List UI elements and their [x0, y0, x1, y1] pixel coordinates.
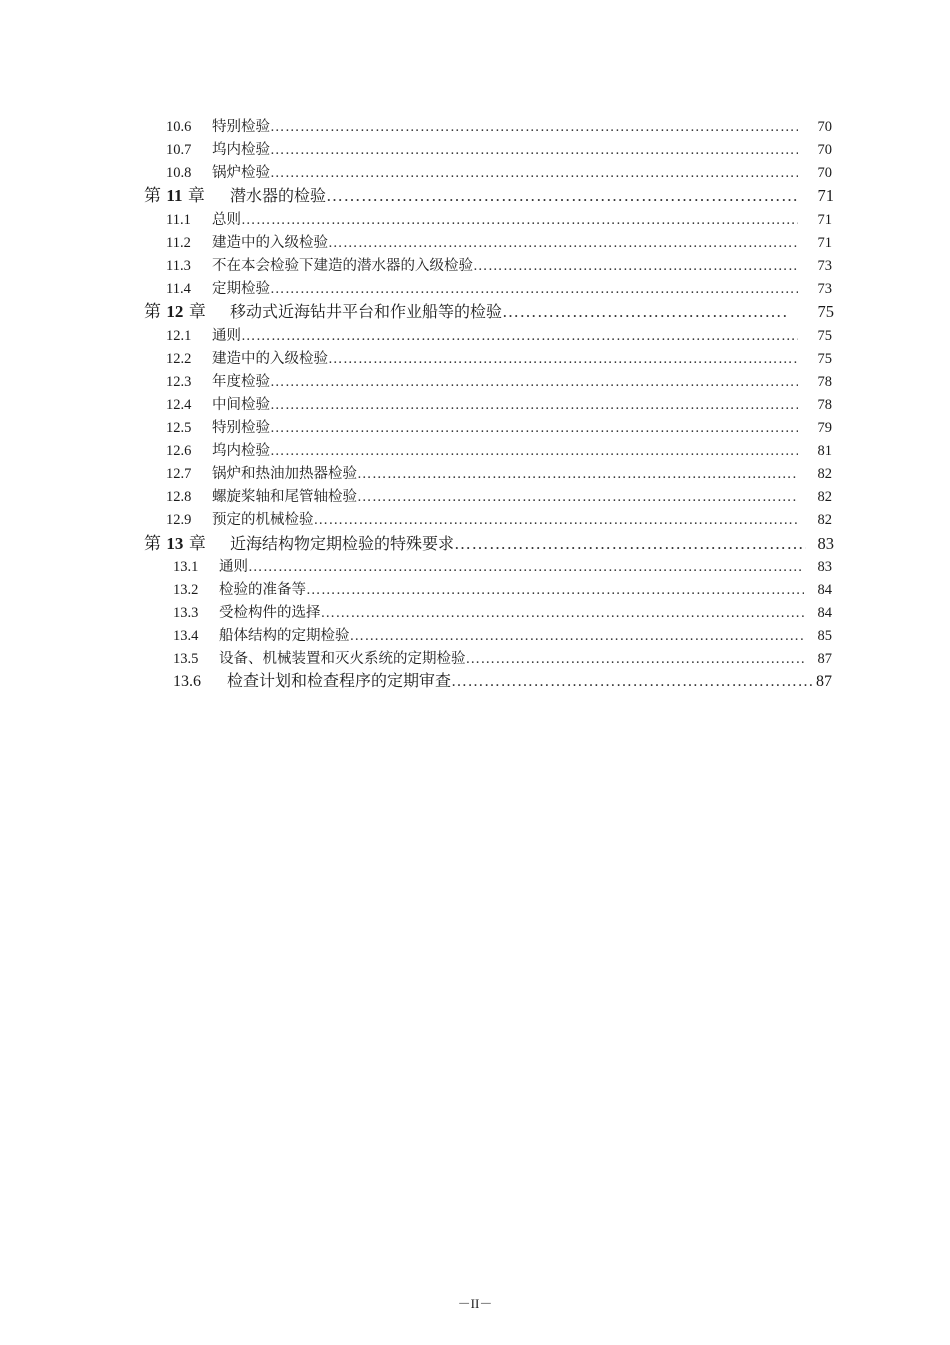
page-number: 84	[817, 605, 832, 621]
toc-chapter-entry[interactable]	[144, 185, 834, 207]
page-footer-number: －II－	[457, 1296, 493, 1311]
section-number: 11.4	[166, 281, 191, 297]
page-number: 75	[817, 302, 834, 321]
dot-leader	[314, 510, 799, 530]
page-number: 75	[817, 351, 832, 367]
toc-entry[interactable]	[166, 487, 832, 507]
toc-entry[interactable]	[166, 510, 832, 530]
toc-entry[interactable]	[173, 672, 832, 692]
section-title: 受检构件的选择	[219, 605, 321, 621]
dot-leader	[270, 163, 798, 183]
dot-leader	[454, 533, 806, 555]
section-title: 中间检验	[212, 397, 270, 413]
section-number: 13.1	[173, 559, 199, 575]
page-number: 73	[817, 258, 832, 274]
page-number: 84	[817, 582, 832, 598]
page-number: 83	[817, 559, 832, 575]
chapter-title: 潜水器的检验	[230, 186, 327, 205]
section-number: 12.5	[166, 420, 192, 436]
page-number: 70	[817, 119, 832, 135]
toc-entry[interactable]	[166, 256, 832, 276]
toc-entry[interactable]	[166, 349, 832, 369]
toc-entry[interactable]	[166, 441, 832, 461]
toc-entry[interactable]	[173, 603, 832, 623]
page-number: 73	[817, 281, 832, 297]
page-number: 82	[817, 489, 832, 505]
section-number: 12.7	[166, 466, 192, 482]
page-number: 70	[817, 165, 832, 181]
chapter-number: 第 13 章	[144, 534, 206, 554]
dot-leader	[270, 372, 798, 392]
section-title: 检查计划和检查程序的定期审查	[227, 673, 452, 690]
dot-leader	[241, 326, 798, 346]
page-number: 82	[817, 466, 832, 482]
section-number: 12.9	[166, 512, 192, 528]
section-number: 12.8	[166, 489, 192, 505]
toc-entry[interactable]	[173, 626, 832, 646]
dot-leader	[270, 418, 798, 438]
dot-leader	[270, 279, 798, 299]
chapter-title: 近海结构物定期检验的特殊要求	[230, 534, 455, 553]
dot-leader	[357, 464, 798, 484]
section-title: 不在本会检验下建造的潜水器的入级检验	[212, 258, 473, 274]
page-number: 79	[817, 420, 832, 436]
page-number: 71	[817, 186, 834, 205]
dot-leader	[326, 185, 798, 207]
section-number: 11.3	[166, 258, 191, 274]
toc-entry[interactable]	[166, 163, 832, 183]
toc-entry[interactable]	[173, 580, 832, 600]
section-number: 10.8	[166, 165, 192, 181]
toc-entry[interactable]	[166, 233, 832, 253]
dot-leader	[451, 672, 814, 692]
section-number: 13.5	[173, 651, 199, 667]
chapter-title: 移动式近海钻井平台和作业船等的检验	[230, 302, 503, 321]
section-title: 总则	[212, 212, 241, 228]
section-number: 13.3	[173, 605, 199, 621]
page-number: 87	[817, 651, 832, 667]
section-title: 建造中的入级检验	[212, 235, 328, 251]
section-number: 10.7	[166, 142, 192, 158]
section-title: 锅炉和热油加热器检验	[212, 466, 357, 482]
section-title: 特别检验	[212, 119, 270, 135]
dot-leader	[270, 395, 798, 415]
page-number: 70	[817, 142, 832, 158]
toc-chapter-entry[interactable]	[144, 533, 834, 555]
dot-leader	[248, 557, 804, 577]
dot-leader	[241, 210, 798, 230]
dot-leader	[321, 603, 805, 623]
chapter-number: 第 12 章	[144, 302, 206, 322]
page-number: 82	[817, 512, 832, 528]
dot-leader	[328, 233, 798, 253]
toc-entry[interactable]	[166, 210, 832, 230]
toc-entry[interactable]	[166, 140, 832, 160]
page-number: 81	[817, 443, 832, 459]
section-title: 坞内检验	[212, 443, 270, 459]
section-number: 13.6	[173, 673, 201, 690]
section-number: 13.4	[173, 628, 199, 644]
section-title: 螺旋桨轴和尾管轴检验	[212, 489, 357, 505]
toc-entry[interactable]	[173, 557, 832, 577]
page-number: 85	[817, 628, 832, 644]
page-number: 71	[817, 235, 832, 251]
dot-leader	[473, 256, 798, 276]
section-title: 设备、机械装置和灭火系统的定期检验	[219, 651, 466, 667]
toc-entry[interactable]	[166, 372, 832, 392]
section-number: 13.2	[173, 582, 199, 598]
section-number: 11.1	[166, 212, 191, 228]
dot-leader	[270, 441, 798, 461]
page-number: 78	[817, 374, 832, 390]
section-number: 12.6	[166, 443, 192, 459]
page-number: 71	[817, 212, 832, 228]
dot-leader	[270, 140, 798, 160]
dot-leader	[306, 580, 804, 600]
dot-leader	[270, 117, 798, 137]
section-title: 通则	[219, 559, 248, 575]
page-number: 75	[817, 328, 832, 344]
dot-leader	[502, 301, 788, 323]
toc-entry[interactable]	[166, 395, 832, 415]
dot-leader	[350, 626, 805, 646]
section-number: 11.2	[166, 235, 191, 251]
section-title: 坞内检验	[212, 142, 270, 158]
toc-entry[interactable]	[166, 117, 832, 137]
page-number: 87	[816, 673, 832, 690]
section-title: 船体结构的定期检验	[219, 628, 350, 644]
toc-entry[interactable]	[166, 418, 832, 438]
section-number: 12.1	[166, 328, 192, 344]
page-number: 83	[817, 534, 834, 553]
section-title: 预定的机械检验	[212, 512, 314, 528]
section-title: 检验的准备等	[219, 582, 306, 598]
toc-chapter-entry[interactable]	[144, 301, 834, 323]
toc-entry[interactable]	[173, 649, 832, 669]
section-title: 建造中的入级检验	[212, 351, 328, 367]
section-title: 锅炉检验	[212, 165, 270, 181]
section-title: 年度检验	[212, 374, 270, 390]
dot-leader	[466, 649, 805, 669]
chapter-number: 第 11 章	[144, 186, 205, 206]
section-title: 特别检验	[212, 420, 270, 436]
toc-entry[interactable]	[166, 464, 832, 484]
section-number: 10.6	[166, 119, 192, 135]
toc-entry[interactable]	[166, 326, 832, 346]
section-title: 通则	[212, 328, 241, 344]
toc-entry[interactable]	[166, 279, 832, 299]
page-number: 78	[817, 397, 832, 413]
section-number: 12.4	[166, 397, 192, 413]
section-number: 12.3	[166, 374, 192, 390]
dot-leader	[357, 487, 798, 507]
section-number: 12.2	[166, 351, 192, 367]
section-title: 定期检验	[212, 281, 270, 297]
dot-leader	[328, 349, 798, 369]
